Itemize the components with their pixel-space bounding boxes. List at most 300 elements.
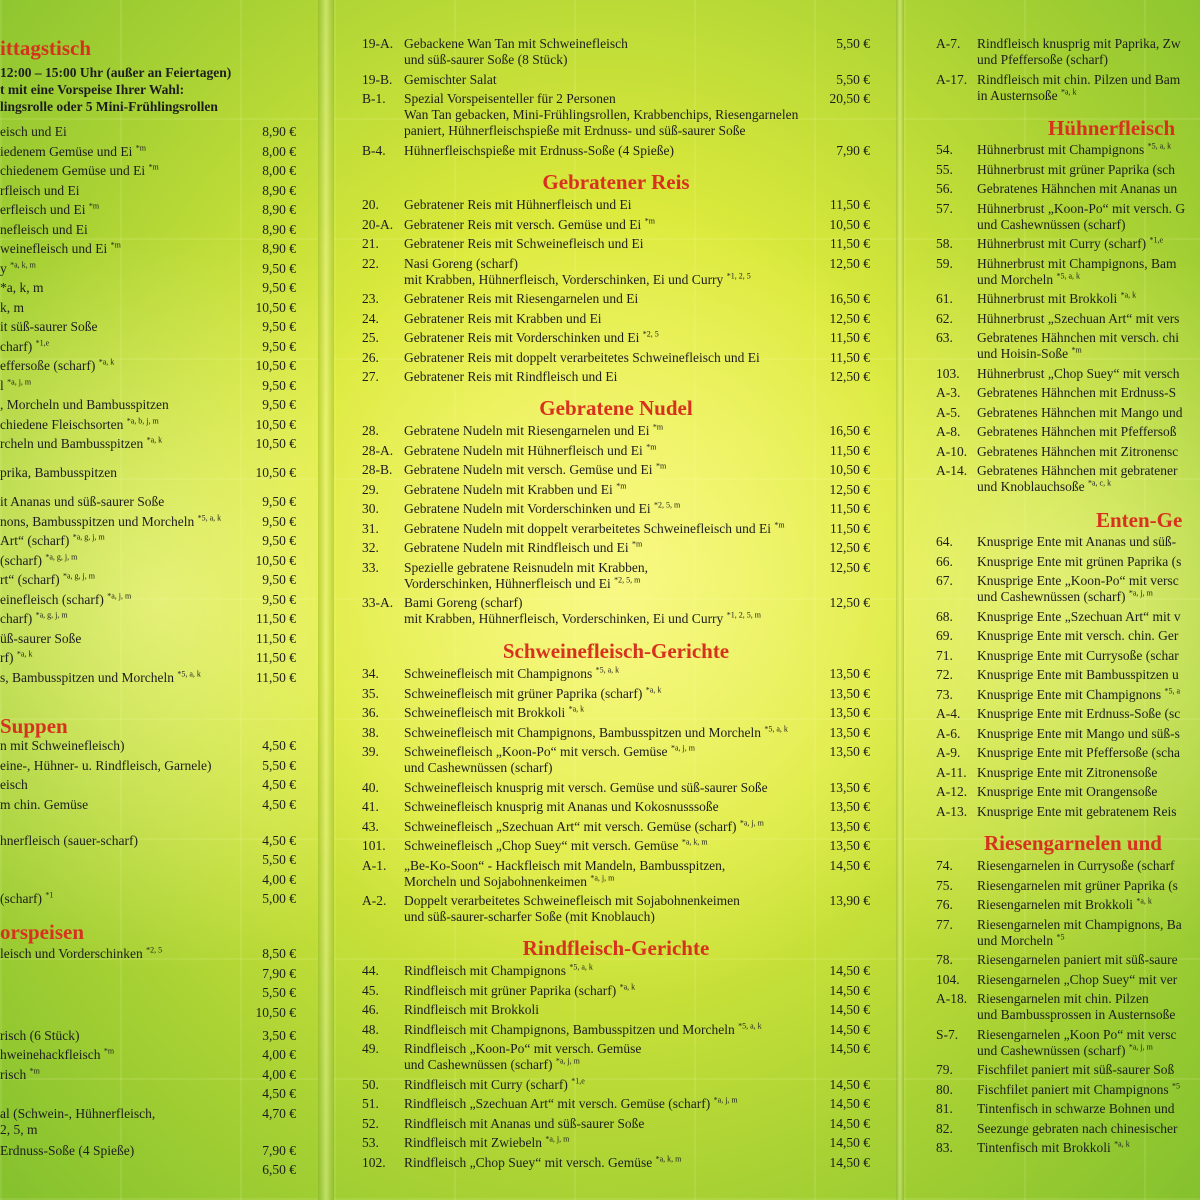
menu-item-price: 10,50 € bbox=[255, 416, 296, 432]
menu-item-price: 12,50 € bbox=[829, 540, 870, 555]
menu-item-number: 77. bbox=[936, 916, 953, 932]
menu-item-name: Tintenfisch in schwarze Bohnen und bbox=[977, 1101, 1175, 1116]
menu-item-price: 11,50 € bbox=[830, 349, 870, 365]
menu-item-price: 9,50 € bbox=[262, 280, 296, 295]
menu-item-price: 4,50 € bbox=[262, 738, 296, 753]
menu-item-number: 51. bbox=[362, 1096, 379, 1111]
menu-item-number: 57. bbox=[936, 200, 953, 216]
menu-item-name: Art“ (scharf) $^{*a, g, j, m}$ bbox=[0, 532, 105, 548]
menu-item-name: Schweinefleisch knusprig mit versch. Gemüse und süß-saurer Soße bbox=[404, 779, 768, 795]
menu-item-number: 40. bbox=[362, 779, 379, 795]
menu-item-number: 75. bbox=[936, 877, 953, 893]
menu-item-name: charf) $^{*1,e}$ bbox=[0, 338, 50, 354]
menu-item-name: rf) $^{*a, k}$ bbox=[0, 649, 33, 665]
menu-item-price: 11,50 € bbox=[830, 520, 870, 536]
menu-item-name: Schweinefleisch „Szechuan Art“ mit versch. Gemüse (scharf) $^{*a, j, m}$ bbox=[404, 818, 764, 834]
menu-item-price: 9,50 € bbox=[262, 513, 296, 529]
menu-item-number: A-12. bbox=[936, 784, 968, 799]
menu-item-name: Knusprige Ente mit Orangensoße bbox=[977, 784, 1158, 799]
menu-item-price: 5,50 € bbox=[262, 985, 296, 1000]
menu-item-number: 83. bbox=[936, 1140, 953, 1155]
menu-item-name: *a, k, m bbox=[0, 280, 44, 295]
lunch-hint: 12:00 – 15:00 Uhr (außer an Feiertagen) bbox=[0, 65, 232, 80]
menu-item-price: 11,50 € bbox=[830, 442, 870, 458]
menu-item-number: 104. bbox=[936, 971, 960, 987]
menu-item-price: 14,50 € bbox=[829, 1135, 870, 1150]
menu-item-name: und Morcheln $^{*5, a, k}$ bbox=[977, 271, 1081, 287]
menu-item-name: Riesengarnelen mit Brokkoli $^{*a, k}$ bbox=[977, 896, 1152, 912]
menu-item-price: 8,90 € bbox=[262, 182, 296, 198]
menu-item-name: Rindfleisch mit Zwiebeln $^{*a, j, m}$ bbox=[404, 1134, 570, 1150]
menu-item-price: 4,50 € bbox=[262, 796, 296, 812]
menu-item-price: 16,50 € bbox=[829, 291, 870, 306]
menu-item-name: Riesengarnelen „Koon Po“ mit versc bbox=[977, 1026, 1177, 1042]
menu-item-name: risch (6 Stück) bbox=[0, 1027, 80, 1043]
menu-item-price: 3,50 € bbox=[262, 1027, 296, 1043]
menu-item-name: charf) $^{*a, g, j, m}$ bbox=[0, 610, 68, 626]
menu-item-name: Knusprige Ente „Koon-Po“ mit versc bbox=[977, 573, 1179, 588]
menu-item-name: Riesengarnelen „Chop Suey“ mit ver bbox=[977, 971, 1178, 987]
menu-item-name: Gebratener Reis mit Vorderschinken und Ei $^{*2, 5}$ bbox=[404, 329, 659, 345]
menu-item-name: Gebratener Reis mit Rindfleisch und Ei bbox=[404, 369, 618, 384]
menu-item-price: 14,50 € bbox=[829, 1041, 870, 1056]
menu-panel-middle bbox=[334, 0, 898, 1200]
menu-item-number: 54. bbox=[936, 142, 953, 157]
menu-item-name: und süß-saurer Soße (8 Stück) bbox=[404, 52, 568, 67]
menu-item-name: Morcheln und Sojabohnenkeimen $^{*a, j, m}$ bbox=[404, 873, 615, 889]
menu-item-name: Rindfleisch mit Curry (scharf) $^{*1,e}$ bbox=[404, 1076, 585, 1092]
menu-item-name: Knusprige Ente mit Mango und süß-s bbox=[977, 725, 1180, 741]
menu-panel-left bbox=[0, 0, 318, 1200]
menu-item-number: 66. bbox=[936, 553, 953, 569]
menu-item-name: Schweinefleisch „Koon-Po“ mit versch. Gemüse $^{*a, j, m}$ bbox=[404, 743, 695, 759]
menu-item-price: 14,50 € bbox=[829, 857, 870, 873]
menu-item-name: Rindfleisch mit chin. Pilzen und Bam bbox=[977, 71, 1181, 87]
section-title-beef: Rindfleisch-Gerichte bbox=[522, 936, 710, 960]
menu-item-name: Gemischter Salat bbox=[404, 71, 497, 87]
menu-item-name: Erdnuss-Soße (4 Spieße) bbox=[0, 1142, 135, 1158]
menu-item-price: 7,90 € bbox=[262, 1142, 296, 1158]
menu-item-name: mit Krabben, Hühnerfleisch, Vorderschinken, Ei und Curry $^{*1, 2, 5}$ bbox=[404, 271, 751, 287]
menu-item-name: (scharf) $^{*a, g, j, m}$ bbox=[0, 552, 78, 568]
menu-item-name: und Morcheln $^{*5}$ bbox=[977, 932, 1065, 948]
menu-item-name: Knusprige Ente mit Zitronensoße bbox=[977, 764, 1158, 780]
menu-item-number: A-11. bbox=[936, 764, 967, 780]
menu-item-price: 12,50 € bbox=[829, 369, 870, 384]
menu-item-name: und Cashewnüssen (scharf) $^{*a, j, m}$ bbox=[404, 1056, 580, 1072]
menu-item-name: Gebratenes Hähnchen mit Mango und bbox=[977, 404, 1183, 420]
menu-item-number: 28-A. bbox=[362, 442, 394, 458]
menu-item-number: 55. bbox=[936, 161, 953, 177]
menu-item-number: A-3. bbox=[936, 385, 961, 400]
menu-item-number: A-1. bbox=[362, 857, 387, 873]
menu-item-name: und Bambussprossen in Austernsoße bbox=[977, 1007, 1176, 1022]
menu-item-number: A-2. bbox=[362, 893, 387, 908]
menu-item-name: Rindfleisch mit Champignons $^{*5, a, k}$ bbox=[404, 962, 593, 978]
menu-item-number: 53. bbox=[362, 1135, 379, 1150]
menu-item-number: 62. bbox=[936, 310, 953, 326]
menu-item-price: 11,50 € bbox=[256, 650, 296, 665]
menu-item-price: 4,00 € bbox=[262, 1047, 296, 1062]
menu-item-number: 28-B. bbox=[362, 462, 393, 477]
menu-item-name: und Cashewnüssen (scharf) bbox=[977, 216, 1126, 232]
menu-item-price: 8,90 € bbox=[262, 221, 296, 237]
menu-item-name: Gebratener Reis mit versch. Gemüse und Ei $^{*m}$ bbox=[404, 216, 655, 232]
menu-item-name: eine-, Hühner- u. Rindfleisch, Garnele) bbox=[0, 757, 212, 773]
menu-item-name: in Austernsoße $^{*a, k}$ bbox=[977, 87, 1077, 103]
menu-item-number: 67. bbox=[936, 573, 953, 588]
menu-item-price: 13,50 € bbox=[829, 705, 870, 720]
menu-item-name: Knusprige Ente „Szechuan Art“ mit v bbox=[977, 608, 1181, 624]
menu-item-name: Gebratenes Hähnchen mit Zitronensc bbox=[977, 443, 1179, 459]
menu-item-price: 4,50 € bbox=[262, 832, 296, 848]
menu-item-name: Hühnerbrust mit Brokkoli $^{*a, k}$ bbox=[977, 290, 1137, 306]
menu-item-price: 11,50 € bbox=[256, 669, 296, 685]
section-title-duck: Enten-Ge bbox=[1096, 508, 1183, 532]
menu-item-name: Doppelt verarbeitetes Schweinefleisch mit Sojabohnenkeimen bbox=[404, 893, 740, 908]
menu-item-price: 13,50 € bbox=[829, 779, 870, 795]
menu-item-name: Schweinefleisch mit Champignons $^{*5, a, k}$ bbox=[404, 665, 620, 681]
menu-item-name: erfleisch und Ei $^{*m}$ bbox=[0, 201, 100, 217]
menu-item-number: 31. bbox=[362, 520, 379, 536]
menu-item-price: 11,50 € bbox=[830, 501, 870, 516]
menu-item-name: Schweinefleisch mit Brokkoli $^{*a, k}$ bbox=[404, 704, 585, 720]
menu-item-name: Gebratene Nudeln mit versch. Gemüse und Ei $^{*m}$ bbox=[404, 461, 667, 477]
menu-item-name: (scharf) $^{*1}$ bbox=[0, 890, 54, 906]
menu-item-name: und süß-saurer-scharfer Soße (mit Knoblauch) bbox=[404, 909, 655, 924]
menu-item-number: A-13. bbox=[936, 803, 968, 819]
menu-item-name: Knusprige Ente mit gebratenem Reis bbox=[977, 803, 1177, 819]
menu-item-name: Bami Goreng (scharf) bbox=[404, 595, 523, 610]
menu-item-price: 14,50 € bbox=[829, 1002, 870, 1017]
menu-item-name: y $^{*a, k, m}$ bbox=[0, 260, 36, 276]
menu-item-number: A-6. bbox=[936, 725, 961, 741]
menu-item-price: 14,50 € bbox=[829, 1154, 870, 1170]
menu-item-name: Rindfleisch „Chop Suey“ mit versch. Gemüse $^{*a, k, m}$ bbox=[404, 1154, 682, 1170]
menu-item-number: 52. bbox=[362, 1115, 379, 1131]
menu-item-number: 34. bbox=[362, 666, 379, 681]
menu-item-name: Gebratene Nudeln mit Vorderschinken und Ei $^{*2, 5, m}$ bbox=[404, 500, 681, 516]
menu-item-name: chiedenem Gemüse und Ei $^{*m}$ bbox=[0, 162, 159, 178]
menu-item-price: 4,00 € bbox=[262, 871, 296, 887]
menu-item-name: it Ananas und süß-saurer Soße bbox=[0, 494, 165, 509]
menu-item-number: S-7. bbox=[936, 1026, 959, 1042]
menu-item-name: üß-saurer Soße bbox=[0, 630, 82, 646]
menu-item-name: Gebratene Nudeln mit Hühnerfleisch und Ei $^{*m}$ bbox=[404, 442, 657, 458]
menu-item-price: 5,50 € bbox=[262, 757, 296, 773]
menu-item-name: und Pfeffersoße (scharf) bbox=[977, 52, 1108, 67]
menu-item-number: 49. bbox=[362, 1041, 379, 1056]
menu-item-name: paniert, Hühnerfleischspieße mit Erdnuss- und süß-saurer Soße bbox=[404, 123, 746, 138]
menu-item-name: Gebratenes Hähnchen mit versch. chi bbox=[977, 330, 1180, 345]
menu-item-number: 61. bbox=[936, 291, 953, 306]
menu-item-name: Riesengarnelen mit chin. Pilzen bbox=[977, 991, 1149, 1006]
menu-item-name: Knusprige Ente mit Ananas und süß- bbox=[977, 534, 1177, 549]
menu-item-number: 63. bbox=[936, 330, 953, 345]
section-title-noodle: Gebratene Nudel bbox=[539, 396, 693, 420]
menu-item-name: Fischfilet paniert mit süß-saurer Soß bbox=[977, 1062, 1175, 1077]
menu-item-price: 4,50 € bbox=[262, 1086, 296, 1101]
menu-item-price: 11,50 € bbox=[830, 330, 870, 345]
menu-item-number: 38. bbox=[362, 724, 379, 740]
menu-item-name: Riesengarnelen in Currysoße (scharf bbox=[977, 858, 1175, 873]
menu-item-price: 12,50 € bbox=[829, 255, 870, 271]
menu-item-number: 81. bbox=[936, 1101, 953, 1116]
menu-item-number: 27. bbox=[362, 369, 379, 384]
menu-item-number: 20-A. bbox=[362, 216, 394, 232]
menu-item-number: B-1. bbox=[362, 91, 386, 106]
menu-item-number: 28. bbox=[362, 423, 379, 438]
menu-item-name: Seezunge gebraten nach chinesischer bbox=[977, 1120, 1178, 1136]
menu-item-number: A-4. bbox=[936, 706, 961, 721]
menu-item-price: 4,00 € bbox=[262, 1066, 296, 1082]
section-title-chicken: Hühnerfleisch bbox=[1048, 116, 1176, 140]
menu-item-name: Rindfleisch „Szechuan Art“ mit versch. Gemüse (scharf) $^{*a, j, m}$ bbox=[404, 1095, 738, 1111]
menu-item-name: Gebratene Nudeln mit Riesengarnelen und Ei $^{*m}$ bbox=[404, 422, 664, 438]
menu-item-price: 7,90 € bbox=[836, 142, 870, 158]
menu-item-price: 13,50 € bbox=[829, 666, 870, 681]
menu-item-number: A-5. bbox=[936, 404, 961, 420]
menu-item-name: Nasi Goreng (scharf) bbox=[404, 255, 518, 271]
menu-item-name: Hühnerfleischspieße mit Erdnuss-Soße (4 Spieße) bbox=[404, 142, 674, 158]
menu-item-name: effersoße (scharf) $^{*a, k}$ bbox=[0, 357, 115, 373]
menu-item-number: 103. bbox=[936, 365, 960, 381]
menu-item-name: Schweinefleisch „Chop Suey“ mit versch. Gemüse $^{*a, k, m}$ bbox=[404, 837, 708, 853]
menu-item-name: rfleisch und Ei bbox=[0, 182, 80, 198]
menu-item-number: 64. bbox=[936, 534, 953, 549]
menu-item-price: 4,70 € bbox=[262, 1105, 296, 1121]
menu-item-number: 58. bbox=[936, 236, 953, 251]
menu-item-name: nefleisch und Ei bbox=[0, 221, 88, 237]
menu-item-number: A-10. bbox=[936, 443, 968, 459]
menu-item-number: 68. bbox=[936, 608, 953, 624]
menu-item-number: 19-B. bbox=[362, 71, 393, 87]
menu-item-name: Rindfleisch mit Ananas und süß-saurer Soße bbox=[404, 1115, 645, 1131]
menu-item-price: 20,50 € bbox=[829, 91, 870, 106]
menu-item-number: B-4. bbox=[362, 142, 386, 158]
menu-item-number: 22. bbox=[362, 255, 379, 271]
menu-item-name: Knusprige Ente mit Erdnuss-Soße (sc bbox=[977, 706, 1181, 721]
menu-item-price: 12,50 € bbox=[829, 559, 870, 575]
section-title-rice: Gebratener Reis bbox=[542, 170, 690, 194]
menu-item-name: , Morcheln und Bambusspitzen bbox=[0, 397, 169, 412]
menu-item-number: A-8. bbox=[936, 424, 961, 439]
menu-item-number: 82. bbox=[936, 1120, 953, 1136]
menu-item-name: l $^{*a, j, m}$ bbox=[0, 377, 32, 393]
menu-item-price: 12,50 € bbox=[829, 310, 870, 326]
menu-item-number: 25. bbox=[362, 330, 379, 345]
menu-item-price: 11,50 € bbox=[830, 197, 870, 212]
menu-item-number: 73. bbox=[936, 686, 953, 702]
menu-item-price: 13,50 € bbox=[829, 838, 870, 853]
menu-item-name: und Cashewnüssen (scharf) $^{*a, j, m}$ bbox=[977, 1042, 1153, 1058]
menu-item-number: 23. bbox=[362, 291, 379, 306]
menu-item-name: weinefleisch und Ei $^{*m}$ bbox=[0, 240, 121, 256]
menu-item-name: Schweinefleisch mit grüner Paprika (scharf) $^{*a, k}$ bbox=[404, 685, 662, 701]
menu-item-number: 26. bbox=[362, 349, 379, 365]
menu-item-name: Gebratener Reis mit Hühnerfleisch und Ei bbox=[404, 197, 632, 212]
menu-item-price: 9,50 € bbox=[262, 494, 296, 509]
menu-item-price: 7,90 € bbox=[262, 965, 296, 981]
menu-item-name: Hühnerbrust „Szechuan Art“ mit vers bbox=[977, 310, 1180, 326]
menu-item-price: 9,50 € bbox=[262, 591, 296, 607]
menu-item-name: Wan Tan gebacken, Mini-Frühlingsrollen, Krabbenchips, Riesengarnelen bbox=[404, 107, 799, 122]
menu-item-price: 10,50 € bbox=[255, 299, 296, 315]
menu-item-number: 80. bbox=[936, 1081, 953, 1097]
menu-item-name: m chin. Gemüse bbox=[0, 796, 89, 812]
menu-item-name: Rindfleisch mit Champignons, Bambusspitzen und Morcheln $^{*5, a, k}$ bbox=[404, 1021, 762, 1037]
menu-item-number: 33. bbox=[362, 559, 379, 575]
menu-item-number: 21. bbox=[362, 236, 379, 251]
menu-item-price: 8,90 € bbox=[262, 241, 296, 256]
menu-item-price: 12,50 € bbox=[829, 481, 870, 497]
menu-item-name: eisch bbox=[0, 777, 28, 792]
menu-item-name: Knusprige Ente mit versch. chin. Ger bbox=[977, 628, 1179, 643]
menu-item-number: 76. bbox=[936, 897, 953, 912]
menu-item-price: 8,50 € bbox=[262, 946, 296, 961]
menu-item-name: chiedene Fleischsorten $^{*a, b, j, m}$ bbox=[0, 416, 159, 432]
menu-item-name: hnerfleisch (sauer-scharf) bbox=[0, 832, 139, 848]
section-title-starters: orspeisen bbox=[0, 920, 84, 944]
menu-item-name: und Hoisin-Soße $^{*m}$ bbox=[977, 345, 1082, 361]
menu-item-price: 5,50 € bbox=[836, 36, 870, 51]
menu-item-name: Knusprige Ente mit Bambusspitzen u bbox=[977, 667, 1179, 682]
menu-item-number: 20. bbox=[362, 197, 379, 212]
menu-item-name: Gebratene Nudeln mit Rindfleisch und Ei $^{*m}$ bbox=[404, 539, 643, 555]
menu-item-number: 59. bbox=[936, 255, 953, 271]
menu-item-price: 5,00 € bbox=[262, 891, 296, 906]
menu-item-price: 14,50 € bbox=[829, 1115, 870, 1131]
menu-item-name: risch $^{*m}$ bbox=[0, 1066, 40, 1082]
menu-item-name: Knusprige Ente mit Currysoße (schar bbox=[977, 647, 1179, 663]
menu-item-name: Hühnerbrust mit grüner Paprika (sch bbox=[977, 161, 1175, 177]
menu-item-price: 14,50 € bbox=[829, 1021, 870, 1037]
menu-item-name: Rindfleisch „Koon-Po“ mit versch. Gemüse bbox=[404, 1041, 642, 1056]
menu-item-price: 14,50 € bbox=[829, 963, 870, 978]
menu-item-number: 39. bbox=[362, 744, 379, 759]
menu-item-name: Gebratener Reis mit Krabben und Ei bbox=[404, 310, 602, 326]
menu-item-price: 9,50 € bbox=[262, 377, 296, 393]
menu-item-price: 8,90 € bbox=[262, 124, 296, 139]
menu-item-price: 8,00 € bbox=[262, 143, 296, 159]
menu-item-price: 9,50 € bbox=[262, 338, 296, 354]
menu-item-name: n mit Schweinefleisch) bbox=[0, 738, 125, 753]
menu-item-number: 43. bbox=[362, 818, 379, 834]
menu-item-name: Knusprige Ente mit Champignons $^{*5, a}$ bbox=[977, 686, 1181, 702]
menu-item-name: einefleisch (scharf) $^{*a, j, m}$ bbox=[0, 591, 132, 607]
menu-item-name: Schweinefleisch mit Champignons, Bambusspitzen und Morcheln $^{*5, a, k}$ bbox=[404, 724, 788, 740]
menu-item-price: 10,50 € bbox=[255, 552, 296, 568]
menu-item-price: 6,50 € bbox=[262, 1162, 296, 1177]
menu-item-number: 79. bbox=[936, 1062, 953, 1077]
menu-item-name: Riesengarnelen mit grüner Paprika (s bbox=[977, 877, 1178, 893]
menu-item-name: nons, Bambusspitzen und Morcheln $^{*5, a, k}$ bbox=[0, 513, 222, 529]
menu-item-number: 44. bbox=[362, 963, 379, 978]
menu-item-name: 2, 5, m bbox=[0, 1121, 38, 1137]
menu-item-price: 16,50 € bbox=[829, 423, 870, 438]
menu-item-name: leisch und Vorderschinken $^{*2, 5}$ bbox=[0, 945, 163, 961]
fold-line-left bbox=[318, 0, 334, 1200]
menu-item-number: 101. bbox=[362, 838, 386, 853]
menu-item-number: 35. bbox=[362, 685, 379, 701]
menu-item-number: 45. bbox=[362, 982, 379, 998]
menu-item-name: Rindfleisch knusprig mit Paprika, Zw bbox=[977, 36, 1181, 51]
menu-item-price: 13,50 € bbox=[829, 724, 870, 740]
menu-panel-right bbox=[904, 0, 1200, 1200]
menu-item-price: 14,50 € bbox=[829, 982, 870, 998]
menu-item-price: 10,50 € bbox=[255, 358, 296, 373]
menu-item-price: 12,50 € bbox=[829, 595, 870, 610]
menu-item-number: 71. bbox=[936, 647, 953, 663]
menu-item-number: 32. bbox=[362, 540, 379, 555]
menu-item-name: Knusprige Ente mit Pfeffersoße (scha bbox=[977, 745, 1180, 760]
menu-item-name: Gebratenes Hähnchen mit gebratener bbox=[977, 463, 1178, 478]
menu-item-name: Knusprige Ente mit grünen Paprika (s bbox=[977, 553, 1182, 569]
menu-item-name: Tintenfisch mit Brokkoli $^{*a, k}$ bbox=[977, 1139, 1130, 1155]
lunch-hint: t mit eine Vorspeise Ihrer Wahl: bbox=[0, 82, 185, 97]
menu-item-price: 13,50 € bbox=[829, 685, 870, 701]
menu-item-name: Gebratene Nudeln mit Krabben und Ei $^{*m}$ bbox=[404, 481, 627, 497]
menu-item-name: al (Schwein-, Hühnerfleisch, bbox=[0, 1105, 156, 1121]
menu-item-name: und Cashewnüssen (scharf) $^{*a, j, m}$ bbox=[977, 588, 1153, 604]
menu-item-price: 10,50 € bbox=[255, 436, 296, 451]
menu-item-number: A-17. bbox=[936, 71, 968, 87]
menu-item-price: 9,50 € bbox=[262, 397, 296, 412]
menu-item-name: Gebratenes Hähnchen mit Pfeffersoß bbox=[977, 424, 1177, 439]
menu-item-name: Hühnerbrust mit Champignons, Bam bbox=[977, 255, 1177, 271]
menu-item-price: 8,90 € bbox=[262, 202, 296, 217]
menu-item-number: 24. bbox=[362, 310, 379, 326]
menu-item-price: 10,50 € bbox=[255, 1004, 296, 1020]
menu-item-name: Gebratenes Hähnchen mit Erdnuss-S bbox=[977, 385, 1177, 400]
menu-item-name: und Cashewnüssen (scharf) bbox=[404, 760, 553, 775]
menu-item-name: und Knoblauchsoße $^{*a, c, k}$ bbox=[977, 478, 1112, 494]
menu-item-name: Rindfleisch mit grüner Paprika (scharf) $^{*a, k}$ bbox=[404, 982, 636, 998]
menu-item-name: Rindfleisch mit Brokkoli bbox=[404, 1002, 539, 1017]
menu-item-name: Schweinefleisch knusprig mit Ananas und Kokosnusssoße bbox=[404, 799, 719, 814]
menu-item-number: 56. bbox=[936, 181, 953, 196]
menu-item-name: Riesengarnelen mit Champignons, Ba bbox=[977, 916, 1182, 932]
menu-item-number: 46. bbox=[362, 1002, 379, 1017]
section-title-shrimp: Riesengarnelen und bbox=[984, 831, 1162, 855]
menu-item-number: 33-A. bbox=[362, 595, 394, 610]
menu-item-name: eisch und Ei bbox=[0, 124, 67, 139]
menu-item-price: 9,50 € bbox=[262, 319, 296, 334]
menu-item-price: 10,50 € bbox=[829, 216, 870, 232]
menu-item-number: 48. bbox=[362, 1021, 379, 1037]
menu-item-name: Gebratener Reis mit Riesengarnelen und Ei bbox=[404, 291, 639, 306]
menu-item-price: 9,50 € bbox=[262, 572, 296, 587]
menu-item-price: 9,50 € bbox=[262, 533, 296, 548]
menu-item-price: 13,50 € bbox=[829, 818, 870, 834]
menu-item-number: 69. bbox=[936, 628, 953, 643]
menu-item-price: 11,50 € bbox=[830, 236, 870, 251]
menu-item-number: 78. bbox=[936, 952, 953, 967]
menu-item-number: A-7. bbox=[936, 36, 961, 51]
section-title-soups: Suppen bbox=[0, 714, 68, 738]
menu-item-name: Gebratenes Hähnchen mit Ananas un bbox=[977, 181, 1178, 196]
menu-item-price: 11,50 € bbox=[256, 611, 296, 626]
menu-item-name: Gebratener Reis mit Schweinefleisch und Ei bbox=[404, 236, 644, 251]
fold-line-right bbox=[896, 0, 904, 1200]
menu-item-name: Gebratene Nudeln mit doppelt verarbeitetes Schweinefleisch und Ei $^{*m}$ bbox=[404, 520, 785, 536]
menu-item-price: 11,50 € bbox=[256, 630, 296, 646]
section-title-lunch: ittagstisch bbox=[0, 36, 91, 60]
menu-item-number: 36. bbox=[362, 705, 379, 720]
menu-item-price: 13,90 € bbox=[829, 893, 870, 908]
menu-item-number: 41. bbox=[362, 799, 379, 814]
menu-item-price: 5,50 € bbox=[836, 71, 870, 87]
